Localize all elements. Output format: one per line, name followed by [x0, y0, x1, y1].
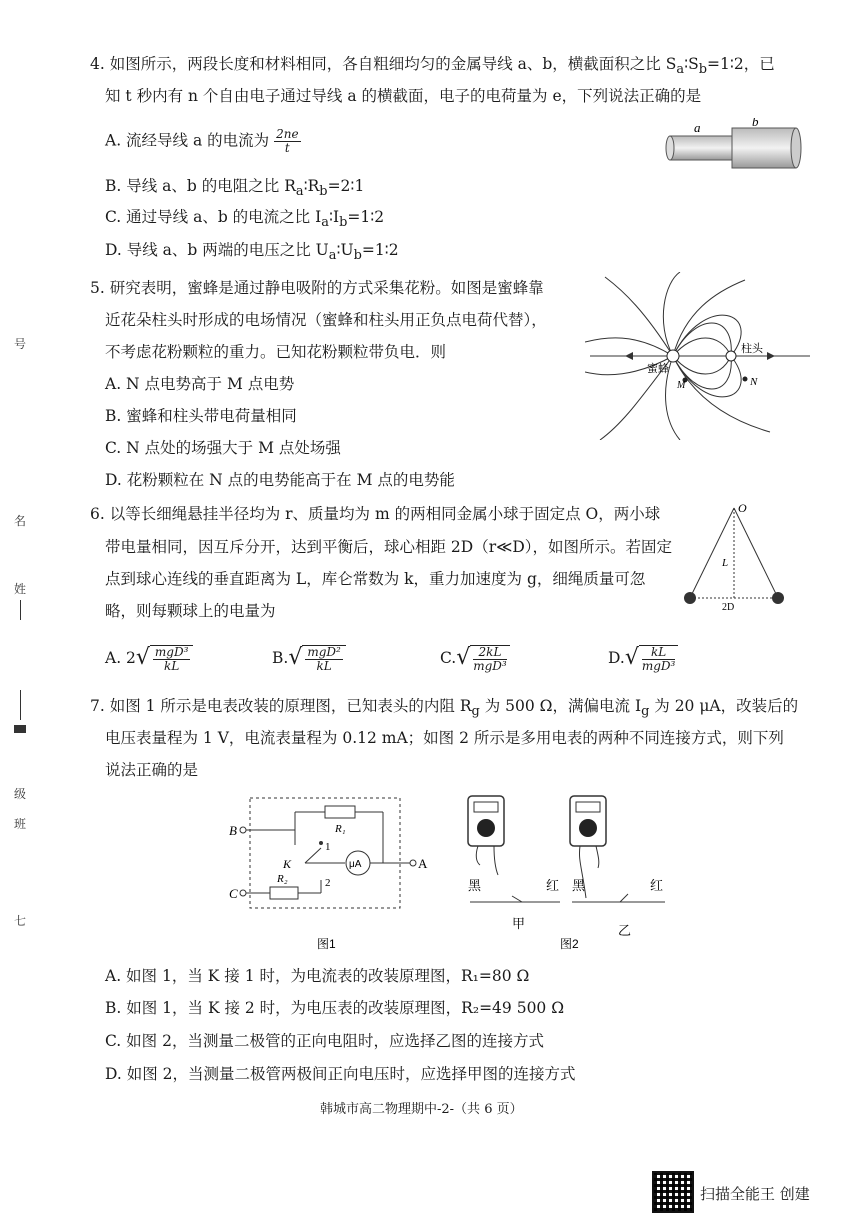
label-l: L — [722, 557, 729, 569]
wire-b-end — [791, 128, 801, 168]
q4-line2: 知 t 秒内有 n 个自由电子通过导线 a 的横截面，电子的电荷量为 e，下列说法正确的是 — [105, 87, 702, 105]
stigma-charge — [726, 351, 736, 361]
q6-option-b: B. √ $\frac{\text{mgD²}}{kL}$ — [272, 645, 346, 673]
q6-option-d: D. √ $\frac{kL}{\text{mgD³}}$ — [608, 645, 678, 673]
label-o: O — [738, 501, 747, 515]
contact-1: 1 — [325, 841, 331, 853]
bee-charge — [667, 350, 679, 362]
q5-line1: 5. 研究表明，蜜蜂是通过静电吸附的方式采集花粉。如图是蜜蜂靠 — [90, 279, 544, 297]
ball-right — [772, 592, 784, 604]
q6-line3: 点到球心连线的垂直距离为 L，库仑常数为 k，重力加速度为 g，细绳质量可忽 — [105, 570, 646, 588]
q4-wire-figure — [660, 118, 810, 178]
q5-option-b: B. 蜜蜂和柱头带电荷量相同 — [105, 407, 297, 425]
resistor-r1 — [325, 806, 355, 818]
wire-b — [732, 128, 796, 168]
q6-option-a: A. 2 √ $\frac{\text{mgD³}}{kL}$ — [105, 645, 193, 673]
margin-line-2 — [20, 690, 21, 720]
wire-a — [670, 136, 732, 160]
label-n: N — [750, 376, 758, 388]
q5-line2: 近花朵柱头时形成的电场情况（蜜蜂和柱头用正负点电荷代替）， — [105, 311, 547, 329]
label-r1: R₁ — [335, 823, 346, 835]
wire-label-a: a — [694, 120, 701, 135]
wire-label-b: b — [752, 118, 759, 129]
q4-option-c: C. 通过导线 a、b 的电流之比 $I_a∶I_b=1∶2$ — [105, 208, 385, 231]
q4-fraction: $\frac{2ne}{t}$ — [276, 127, 299, 155]
q5-line3: 不考虑花粉颗粒的重力。已知花粉颗粒带负电．则 — [105, 343, 447, 361]
label-red-2: 红 — [650, 878, 664, 893]
wire-a-end — [666, 136, 674, 160]
margin-block — [14, 725, 26, 733]
q6-line4: 略，则每颗球上的电量为 — [105, 602, 276, 620]
q6-line2: 带电量相同，因互斥分开，达到平衡后，球心相距 2D（r≪D），如图所示。若固定 — [105, 538, 673, 556]
label-jia: 甲 — [512, 916, 526, 931]
label-k: K — [283, 857, 292, 871]
label-stigma: 柱头 — [741, 343, 763, 355]
figure-2-caption: 图2 — [560, 937, 579, 951]
margin-mark-5: 班 — [14, 817, 27, 831]
margin-mark-3: 姓 — [14, 582, 27, 596]
margin-line-1 — [20, 600, 21, 620]
terminal-b: B — [229, 823, 237, 838]
resistor-r2 — [270, 887, 298, 899]
label-ua: μA — [349, 859, 362, 870]
q7-line2: 电压表量程为 1 V，电流表量程为 0.12 mA；如图 2 所示是多用电表的两种不同连接方式，则下列 — [105, 729, 784, 747]
q7-circuit-figure — [225, 790, 440, 955]
q5-option-d: D. 花粉颗粒在 N 点的电势能高于在 M 点的电势能 — [105, 471, 455, 489]
q6-pendulum-figure — [670, 498, 800, 618]
qr-code-icon — [652, 1171, 694, 1213]
q7-option-d: D. 如图 2，当测量二极管两极间正向电压时，应选择甲图的连接方式 — [105, 1065, 576, 1083]
point-n — [743, 377, 748, 382]
q5-option-a: A. N 点电势高于 M 点电势 — [105, 375, 295, 393]
margin-mark-2: 名 — [14, 514, 27, 528]
label-r2: R₂ — [277, 873, 288, 885]
label-red-1: 红 — [546, 878, 560, 893]
label-2d: 2D — [722, 602, 735, 613]
q7-option-c: C. 如图 2，当测量二极管的正向电阻时，应选择乙图的连接方式 — [105, 1032, 544, 1050]
terminal-a: A — [418, 856, 428, 871]
q4-option-d: D. 导线 a、b 两端的电压之比 $U_a∶U_b=1∶2$ — [105, 241, 399, 264]
q4-option-a: A. 流经导线 a 的电流为 $\frac{2ne}{t}$ — [105, 127, 299, 155]
label-m: M — [677, 380, 686, 391]
q7-line3: 说法正确的是 — [105, 761, 199, 779]
q7-option-a: A. 如图 1，当 K 接 1 时，为电流表的改装原理图，R₁=80 Ω — [105, 967, 530, 985]
q5-field-figure — [585, 272, 815, 440]
q5-option-c: C. N 点处的场强大于 M 点处场强 — [105, 439, 341, 457]
q7-multimeter-figure — [460, 790, 675, 955]
contact-2: 2 — [325, 877, 331, 889]
label-black-1: 黑 — [468, 878, 482, 893]
q6-line1: 6. 以等长细绳悬挂半径均为 r、质量均为 m 的两相同金属小球于固定点 O，两小球 — [90, 505, 661, 523]
label-bee: 蜜蜂 — [647, 363, 669, 375]
terminal-c: C — [229, 886, 238, 901]
multimeter-left — [468, 796, 504, 875]
label-yi: 乙 — [618, 923, 632, 938]
q7-option-b: B. 如图 1，当 K 接 2 时，为电压表的改装原理图，R₂=49 500 Ω — [105, 999, 565, 1017]
margin-mark-6: 七 — [14, 914, 27, 928]
margin-mark-1: 号 — [14, 337, 27, 351]
label-black-2: 黑 — [572, 878, 586, 893]
scanner-watermark: 扫描全能王 创建 — [700, 1185, 810, 1203]
ball-left — [684, 592, 696, 604]
q4-option-b: B. 导线 a、b 的电阻之比 $R_a∶R_b=2∶1$ — [105, 177, 365, 200]
q4-line1: 4. 如图所示，两段长度和材料相同，各自粗细均匀的金属导线 a、b，横截面积之比 $S_a∶S_b=1∶2$，已 — [90, 55, 775, 78]
figure-1-caption: 图1 — [317, 937, 336, 951]
page-footer: 韩城市高二物理期中-2-（共 6 页） — [320, 1102, 523, 1117]
q6-option-c: C. √ $\frac{2kL}{\text{mgD³}}$ — [440, 645, 510, 673]
margin-mark-4: 级 — [14, 787, 27, 801]
q7-line1: 7. 如图 1 所示是电表改装的原理图，已知表头的内阻 $R_g$ 为 500 Ω，满偏电流 $I_g$ 为 20 μA，改装后的 — [90, 697, 799, 720]
